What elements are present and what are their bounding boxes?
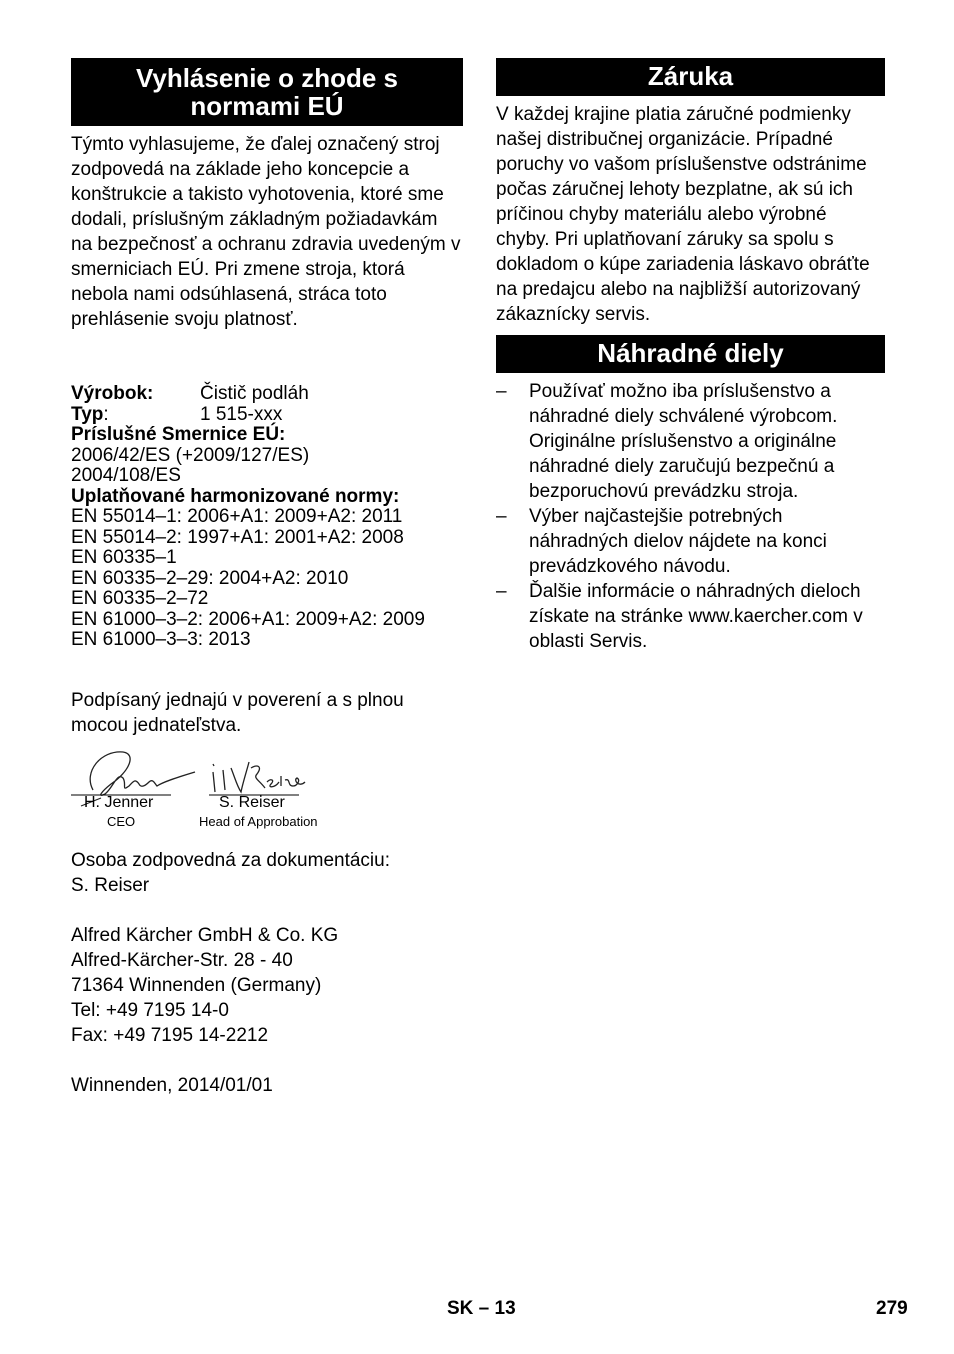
norm-item: EN 55014–1: 2006+A1: 2009+A2: 2011: [71, 506, 403, 527]
contact-column: [71, 848, 463, 1098]
footer-section: SK – 13: [447, 1298, 516, 1319]
norm-item: EN 61000–3–3: 2013: [71, 629, 251, 650]
address-line: Alfred Kärcher GmbH & Co. KG: [71, 925, 339, 946]
declaration-heading: Vyhlásenie o zhode s normami EÚ: [71, 58, 463, 126]
parts-list: [496, 379, 885, 654]
address-line: Tel: +49 7195 14-0: [71, 1000, 229, 1021]
address-line: 71364 Winnenden (Germany): [71, 975, 322, 996]
doc-person-label: Osoba zodpovedná za dokumentáciu:: [71, 850, 390, 871]
product-row: [71, 384, 463, 405]
place-date: Winnenden, 2014/01/01: [71, 1075, 273, 1096]
norm-item: EN 60335–1: [71, 547, 177, 568]
signer1-name: H. Jenner: [84, 794, 154, 811]
norms-label: Uplatňované harmonizované normy:: [71, 485, 400, 507]
address-line: Alfred-Kärcher-Str. 28 - 40: [71, 950, 293, 971]
signature-block: [71, 738, 371, 838]
norm-item: EN 61000–3–2: 2006+A1: 2009+A2: 2009: [71, 608, 425, 630]
type-colon: :: [103, 403, 109, 425]
norm-item: EN 60335–2–29: 2004+A2: 2010: [71, 567, 349, 589]
list-item: – Výber najčastejšie potrebných náhradných dielov nájdete na konci prevádzkového návodu.: [496, 506, 827, 577]
signature-jenner: [90, 752, 195, 795]
product-value: Čistič podláh: [200, 383, 309, 404]
signer2-name: S. Reiser: [219, 794, 285, 811]
spec-block: [71, 384, 463, 651]
parts-heading: Náhradné diely: [496, 335, 885, 373]
directive-item: 2004/108/ES: [71, 465, 181, 486]
norm-item: EN 60335–2–72: [71, 588, 209, 609]
signature-reiser: [213, 762, 305, 792]
warranty-heading: Záruka: [496, 58, 885, 96]
type-value: 1 515-xxx: [200, 403, 283, 425]
product-label: Výrobok:: [71, 383, 154, 404]
declaration-column: [71, 58, 463, 738]
signed-text: Podpísaný jednajú v poverení a s plnou mocou jednateľstva.: [71, 689, 404, 736]
directive-item: 2006/42/ES (+2009/127/ES): [71, 444, 310, 466]
norm-item: EN 55014–2: 1997+A1: 2001+A2: 2008: [71, 526, 404, 548]
list-item: – Používať možno iba príslušenstvo a náhradné diely schválené výrobcom. Originálne príslušenstvo a originálne náhradné diely zaručujú bezpečnú a bezporuchovú prevádzku stroja.: [496, 381, 838, 502]
declaration-intro: Týmto vyhlasujeme, že ďalej označený stroj zodpovedá na základe jeho koncepcie a konštrukcie a takisto vyhotovenia, ktoré sme dodali, príslušným základným požiadavkám na bezpečnosť a ochranu zdravia uvedeným v smerniciach EÚ. Pri zmene stroja, ktorá nebola nami odsúhlasená, stráca toto prehlásenie svoju platnosť.: [71, 134, 461, 330]
page-number: 279: [876, 1298, 908, 1319]
address-line: Fax: +49 7195 14-2212: [71, 1025, 269, 1046]
signer2-role: Head of Approbation: [199, 814, 318, 829]
doc-person-name: S. Reiser: [71, 875, 150, 896]
list-item: – Ďalšie informácie o náhradných dieloch získate na stránke www.kaercher.com v oblasti Servis.: [496, 581, 863, 652]
warranty-column: [496, 58, 885, 654]
signer1-role: CEO: [107, 814, 136, 829]
warranty-text: V každej krajine platia záručné podmienky našej distribučnej organizácie. Prípadné poruchy vo vašom príslušenstve odstránime počas záručnej lehoty bezplatne, ak sú ich príčinou chyby materiálu alebo výrobné chyby. Pri uplatňovaní záruky sa spolu s dokladom o kúpe zariadenia láskavo obráťte na predajcu alebo na najbližší autorizovaný zákaznícky servis.: [496, 104, 870, 325]
directives-label: Príslušné Smernice EÚ:: [71, 424, 286, 445]
type-row: [71, 405, 463, 426]
type-label: Typ: [71, 403, 104, 425]
